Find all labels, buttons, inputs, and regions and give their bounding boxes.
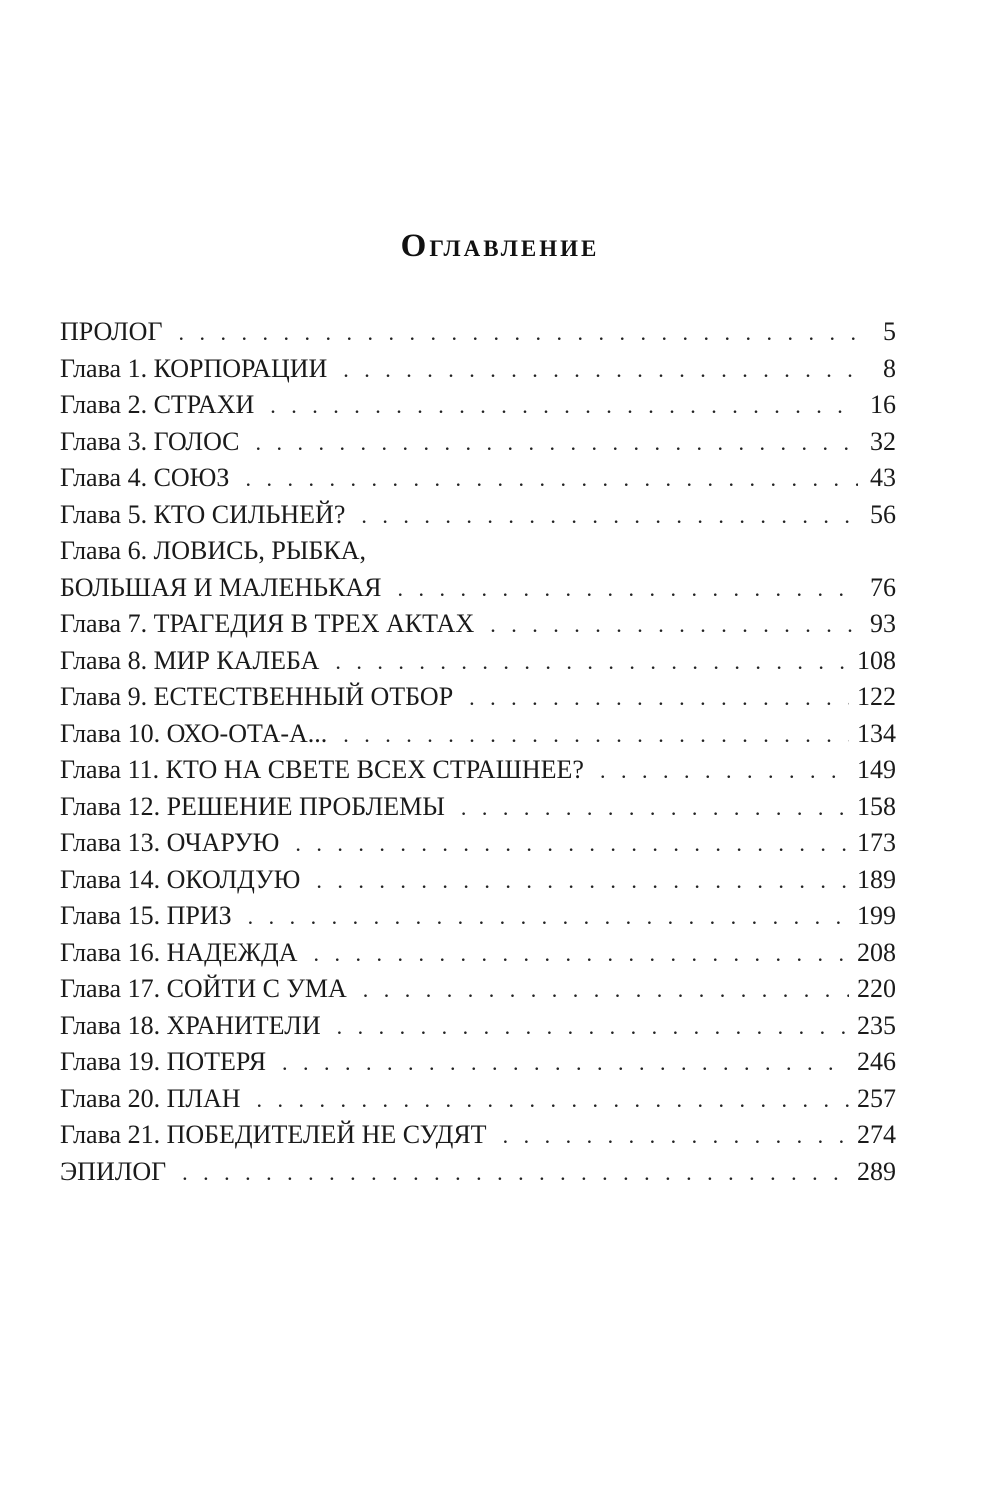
toc-entry-chapter-6-line-2 (60, 570, 896, 607)
toc-entry-label: БОЛЬШАЯ И МАЛЕНЬКАЯ (60, 572, 382, 602)
dot-leader (270, 388, 858, 425)
toc-entry-label: Глава 18. ХРАНИТЕЛИ (60, 1010, 321, 1040)
dot-leader (314, 936, 849, 973)
toc-entry-chapter-21 (60, 1117, 896, 1154)
toc-entry-chapter-18 (60, 1008, 896, 1045)
toc-entry-chapter-17 (60, 971, 896, 1008)
toc-entry-label: Глава 9. ЕСТЕСТВЕННЫЙ ОТБОР (60, 682, 454, 711)
toc-entry-chapter-8 (60, 643, 896, 680)
dot-leader (182, 1155, 849, 1192)
toc-entry-label: Глава 21. ПОБЕДИТЕЛЕЙ НЕ СУДЯТ (60, 1120, 487, 1149)
toc-entry-label: Глава 20. ПЛАН (60, 1083, 241, 1113)
dot-leader (343, 352, 858, 389)
dot-leader (316, 863, 849, 900)
toc-entry-label: Глава 19. ПОТЕРЯ (60, 1047, 267, 1076)
toc-entry-epilogue (60, 1154, 896, 1191)
toc-page-number: 16 (870, 390, 896, 419)
toc-page-number: 220 (857, 974, 896, 1003)
toc-entry-chapter-4 (60, 460, 896, 497)
dot-leader (490, 607, 858, 644)
toc-entry-label: Глава 12. РЕШЕНИЕ ПРОБЛЕМЫ (60, 791, 445, 821)
dot-leader (257, 1082, 849, 1119)
toc-entry-chapter-14 (60, 862, 896, 899)
toc-entry-chapter-20 (60, 1081, 896, 1118)
toc-entry-label: Глава 11. КТО НА СВЕТЕ ВСЕХ СТРАШНЕЕ? (60, 755, 584, 784)
toc-entry-chapter-5 (60, 497, 896, 534)
toc-page-number: 158 (857, 791, 896, 821)
toc-entry-chapter-6-line-1 (60, 533, 896, 570)
toc-entry-chapter-19 (60, 1044, 896, 1081)
dot-leader (461, 790, 849, 827)
toc-page-number: 56 (870, 499, 896, 529)
dot-leader (256, 425, 859, 462)
dot-leader (600, 753, 849, 790)
toc-entry-label: Глава 4. СОЮЗ (60, 463, 230, 492)
toc-page-number: 149 (857, 755, 896, 784)
toc-entry-chapter-1 (60, 351, 896, 388)
toc-entry-label: Глава 8. МИР КАЛЕБА (60, 645, 320, 675)
toc-page-number: 246 (857, 1047, 896, 1076)
toc-entry-label: ПРОЛОГ (60, 317, 163, 346)
dot-leader (245, 461, 858, 498)
dot-leader (363, 972, 849, 1009)
toc-page-number: 208 (857, 937, 896, 967)
toc-entry-label: Глава 6. ЛОВИСЬ, РЫБКА, (60, 536, 367, 565)
toc-entry-chapter-7 (60, 606, 896, 643)
toc-entry-label: Глава 10. ОХО-ОТА-А... (60, 718, 328, 748)
toc-entry-chapter-11 (60, 752, 896, 789)
dot-leader (343, 717, 849, 754)
toc-page-number: 235 (857, 1010, 896, 1040)
toc-entry-label: Глава 7. ТРАГЕДИЯ В ТРЕХ АКТАХ (60, 609, 475, 638)
toc-entry-prologue (60, 314, 896, 351)
toc-page-number: 32 (870, 426, 896, 456)
toc-entry-label: Глава 3. ГОЛОС (60, 426, 240, 456)
dot-leader (469, 680, 849, 717)
toc-entry-chapter-16 (60, 935, 896, 972)
dot-leader (178, 315, 858, 352)
dot-leader (361, 498, 858, 535)
dot-leader (335, 644, 849, 681)
toc-entry-chapter-9 (60, 679, 896, 716)
toc-entry-label: Глава 14. ОКОЛДУЮ (60, 864, 301, 894)
toc-page-number: 289 (857, 1156, 896, 1186)
toc-entry-chapter-12 (60, 789, 896, 826)
toc-page-number: 93 (870, 609, 896, 638)
dot-leader (398, 571, 859, 608)
toc-entry-chapter-10 (60, 716, 896, 753)
dot-leader (295, 826, 849, 863)
dot-leader (282, 1045, 849, 1082)
table-of-contents (60, 314, 896, 1190)
toc-entry-label: ЭПИЛОГ (60, 1156, 167, 1186)
toc-page-number: 134 (857, 718, 896, 748)
toc-entry-chapter-3 (60, 424, 896, 461)
dot-leader (337, 1009, 849, 1046)
toc-page-number: 5 (883, 317, 896, 346)
dot-leader (248, 899, 849, 936)
toc-entry-chapter-15 (60, 898, 896, 935)
toc-page-number: 173 (857, 828, 896, 857)
toc-page-number: 108 (857, 645, 896, 675)
page-title: Оглавление (400, 228, 600, 264)
toc-entry-chapter-13 (60, 825, 896, 862)
toc-page-number: 76 (870, 572, 896, 602)
toc-page-number: 189 (857, 864, 896, 894)
toc-page-number: 257 (857, 1083, 896, 1113)
toc-page-number: 8 (883, 353, 896, 383)
toc-entry-label: Глава 16. НАДЕЖДА (60, 937, 298, 967)
toc-entry-label: Глава 15. ПРИЗ (60, 901, 232, 930)
dot-leader (503, 1118, 849, 1155)
toc-entry-label: Глава 17. СОЙТИ С УМА (60, 974, 347, 1003)
toc-entry-label: Глава 13. ОЧАРУЮ (60, 828, 280, 857)
toc-entry-label: Глава 2. СТРАХИ (60, 390, 255, 419)
toc-page-number: 199 (857, 901, 896, 930)
toc-entry-label: Глава 1. КОРПОРАЦИИ (60, 353, 328, 383)
toc-entry-chapter-2 (60, 387, 896, 424)
toc-entry-label: Глава 5. КТО СИЛЬНЕЙ? (60, 499, 346, 529)
toc-page-number: 43 (870, 463, 896, 492)
toc-page-number: 274 (857, 1120, 896, 1149)
toc-page-number: 122 (857, 682, 896, 711)
